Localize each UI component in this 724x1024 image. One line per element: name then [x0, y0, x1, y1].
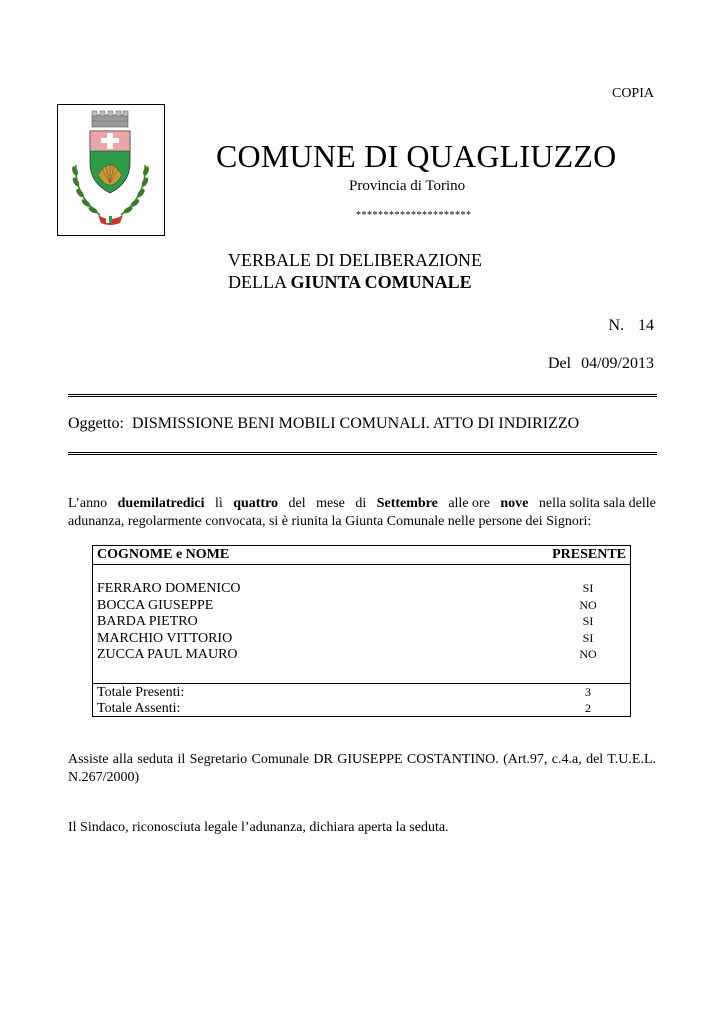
document-type-prefix: DELLA: [228, 272, 291, 292]
table-row: [93, 598, 630, 615]
member-present: NO: [579, 647, 597, 661]
intro-word: di: [355, 496, 367, 511]
member-name: ZUCCA PAUL MAURO: [97, 647, 238, 662]
secretary-paragraph: Assiste alla seduta il Segretario Comunale DR GIUSEPPE COSTANTINO. (Art.97, c.4.a, del T.U.E.L. N.267/2000): [68, 752, 656, 785]
number-value: 14: [638, 317, 654, 334]
date-label: Del: [548, 355, 572, 372]
divider-bottom: [68, 452, 657, 455]
number-label: N.: [608, 317, 624, 334]
mayor-paragraph: Il Sindaco, riconosciuta legale l’adunanza, dichiara aperta la seduta.: [68, 820, 449, 835]
total-absent-value: 2: [585, 701, 591, 715]
table-row: [93, 631, 630, 648]
divider-top: [68, 394, 657, 397]
attendance-rows: [93, 581, 630, 664]
subject-line: [68, 415, 579, 433]
member-present: SI: [582, 581, 594, 595]
total-absent-label: Totale Assenti:: [97, 701, 181, 716]
table-row: [93, 614, 630, 631]
document-type-body: GIUNTA COMUNALE: [290, 272, 472, 292]
intro-year: duemilatredici: [117, 496, 205, 511]
intro-month: Settembre: [376, 496, 438, 511]
intro-day: quattro: [233, 496, 279, 511]
intro-word: nella solita sala delle: [538, 496, 656, 511]
intro-word: mese: [316, 496, 345, 511]
municipal-crest: [57, 104, 165, 236]
decorative-stars: *********************: [356, 210, 472, 221]
total-present-value: 3: [585, 685, 591, 699]
attendance-table: [92, 545, 631, 717]
total-absent-row: [93, 701, 630, 717]
intro-paragraph: [68, 495, 656, 531]
date-value: 04/09/2013: [581, 355, 654, 372]
province-label: Provincia di Torino: [349, 178, 466, 194]
total-present-label: Totale Presenti:: [97, 685, 185, 700]
table-row: [93, 581, 630, 598]
copy-label: COPIA: [611, 86, 654, 101]
subject-label: Oggetto:: [68, 415, 124, 432]
column-header-present: PRESENTE: [552, 547, 626, 562]
intro-word: del: [288, 496, 306, 511]
total-present-row: [93, 685, 630, 701]
member-present: SI: [582, 614, 594, 628]
subject-text: DISMISSIONE BENI MOBILI COMUNALI. ATTO DI INDIRIZZO: [132, 415, 580, 432]
municipality-title: COMUNE DI QUAGLIUZZO: [216, 138, 617, 174]
intro-hour: nove: [500, 496, 529, 511]
intro-word: lì: [214, 496, 223, 511]
member-name: FERRARO DOMENICO: [97, 581, 241, 596]
column-header-name: COGNOME e NOME: [97, 547, 230, 562]
crest-emblem: [58, 105, 163, 234]
document-type-line2: [228, 272, 472, 293]
member-name: BARDA PIETRO: [97, 614, 198, 629]
intro-word: L’anno: [68, 496, 108, 511]
intro-word: alle ore: [448, 496, 490, 511]
table-row: [93, 647, 630, 664]
intro-line2: adunanza, regolarmente convocata, si è riunita la Giunta Comunale nelle persone dei Signori:: [68, 514, 592, 529]
member-present: NO: [579, 597, 597, 612]
deliberation-date: [548, 355, 654, 373]
attendance-header: [93, 546, 630, 565]
member-name: BOCCA GIUSEPPE: [97, 597, 214, 613]
deliberation-number: [608, 317, 654, 335]
member-present: SI: [582, 630, 594, 645]
member-name: MARCHIO VITTORIO: [97, 630, 233, 646]
attendance-totals: [93, 683, 630, 717]
document-type-line1: VERBALE DI DELIBERAZIONE: [228, 250, 482, 270]
